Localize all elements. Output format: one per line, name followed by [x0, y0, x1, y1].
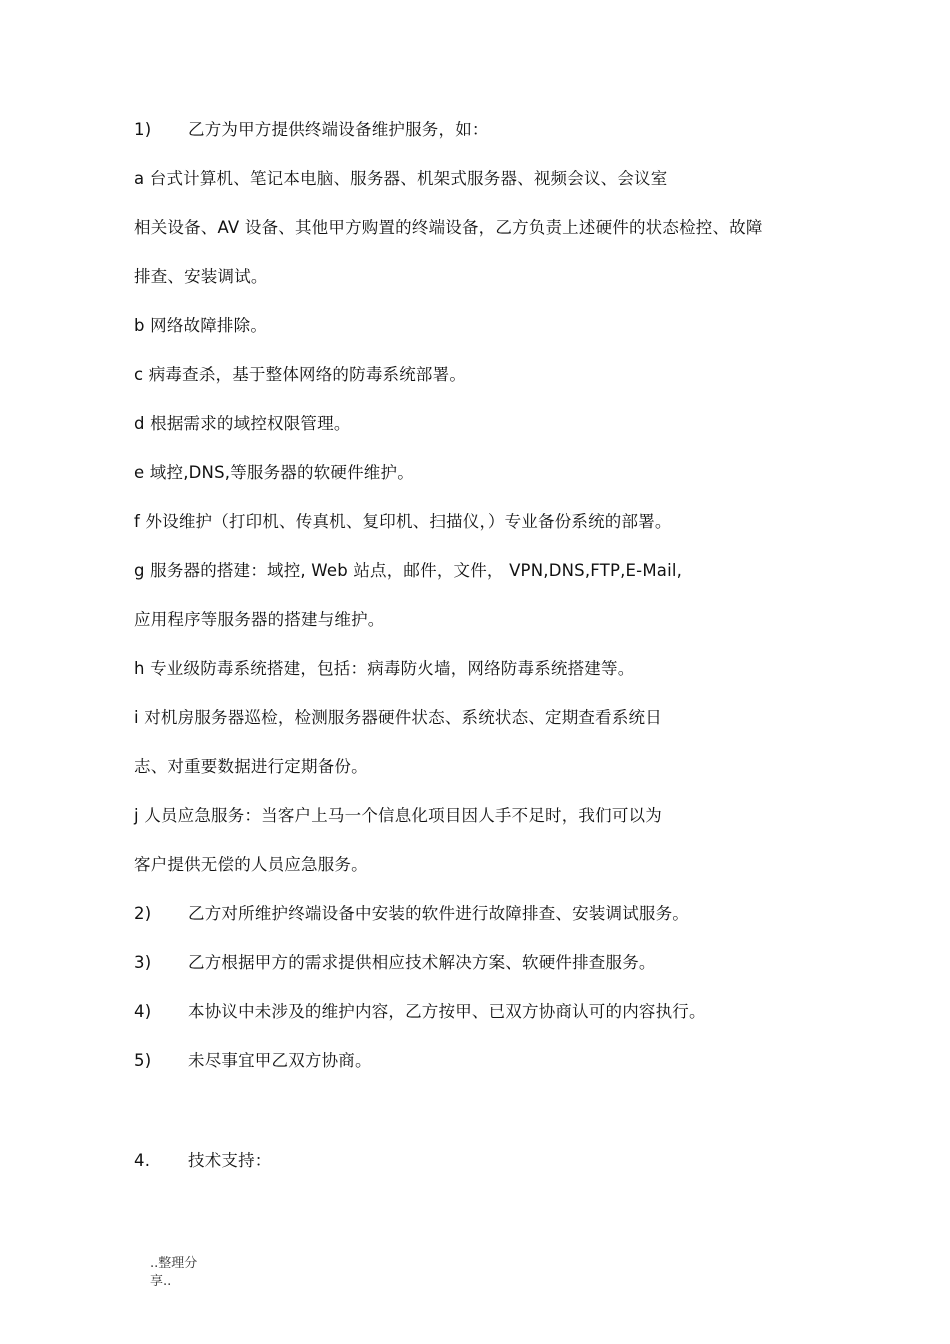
- sub-item-j-line-2: 客户提供无偿的人员应急服务。: [134, 855, 368, 874]
- section-heading-4: [134, 1150, 272, 1172]
- numbered-item-3: [134, 952, 656, 974]
- sub-item-e: e 域控,DNS,等服务器的软硬件维护。: [134, 463, 414, 482]
- page-footer: [150, 1255, 197, 1291]
- item-text: 乙方对所维护终端设备中安装的软件进行故障排查、安装调试服务。: [188, 904, 689, 923]
- sub-item-a-line-3: 排查、安装调试。: [134, 267, 268, 286]
- sub-item-f: f 外设维护（打印机、传真机、复印机、扫描仪，）专业备份系统的部署。: [134, 512, 672, 531]
- item-number: 3): [134, 953, 152, 972]
- numbered-item-5: [134, 1050, 372, 1072]
- item-text: 未尽事宜甲乙双方协商。: [188, 1051, 372, 1070]
- item-text: 乙方为甲方提供终端设备维护服务，如：: [188, 120, 489, 139]
- sub-item-d: d 根据需求的域控权限管理。: [134, 414, 351, 433]
- sub-item-b: b 网络故障排除。: [134, 316, 268, 335]
- section-title: 技术支持：: [188, 1151, 272, 1170]
- sub-item-g-line-1: g 服务器的搭建：域控, Web 站点，邮件，文件， VPN,DNS,FTP,E-Mail,: [134, 561, 683, 580]
- sub-item-h: h 专业级防毒系统搭建，包括：病毒防火墙，网络防毒系统搭建等。: [134, 659, 635, 678]
- sub-item-g-line-2: 应用程序等服务器的搭建与维护。: [134, 610, 385, 629]
- numbered-item-1: [134, 119, 489, 141]
- sub-item-i-line-2: 志、对重要数据进行定期备份。: [134, 757, 368, 776]
- footer-line-1: ..整理分: [150, 1256, 198, 1271]
- item-text: 本协议中未涉及的维护内容，乙方按甲、已双方协商认可的内容执行。: [188, 1002, 706, 1021]
- sub-item-a-line-2: 相关设备、AV 设备、其他甲方购置的终端设备，乙方负责上述硬件的状态检控、故障: [134, 218, 763, 237]
- sub-item-a-line-1: a 台式计算机、笔记本电脑、服务器、机架式服务器、视频会议、会议室: [134, 169, 668, 188]
- section-number: 4.: [134, 1151, 151, 1170]
- item-number: 4): [134, 1002, 152, 1021]
- sub-item-i-line-1: i 对机房服务器巡检，检测服务器硬件状态、系统状态、定期查看系统日: [134, 708, 662, 727]
- item-number: 5): [134, 1051, 152, 1070]
- numbered-item-4: [134, 1001, 706, 1023]
- item-number: 2): [134, 904, 152, 923]
- sub-item-j-line-1: j 人员应急服务：当客户上马一个信息化项目因人手不足时，我们可以为: [134, 806, 662, 825]
- footer-line-2: 享..: [150, 1274, 172, 1289]
- numbered-item-2: [134, 903, 689, 925]
- sub-item-c: c 病毒查杀，基于整体网络的防毒系统部署。: [134, 365, 467, 384]
- item-text: 乙方根据甲方的需求提供相应技术解决方案、软硬件排查服务。: [188, 953, 656, 972]
- item-number: 1): [134, 120, 152, 139]
